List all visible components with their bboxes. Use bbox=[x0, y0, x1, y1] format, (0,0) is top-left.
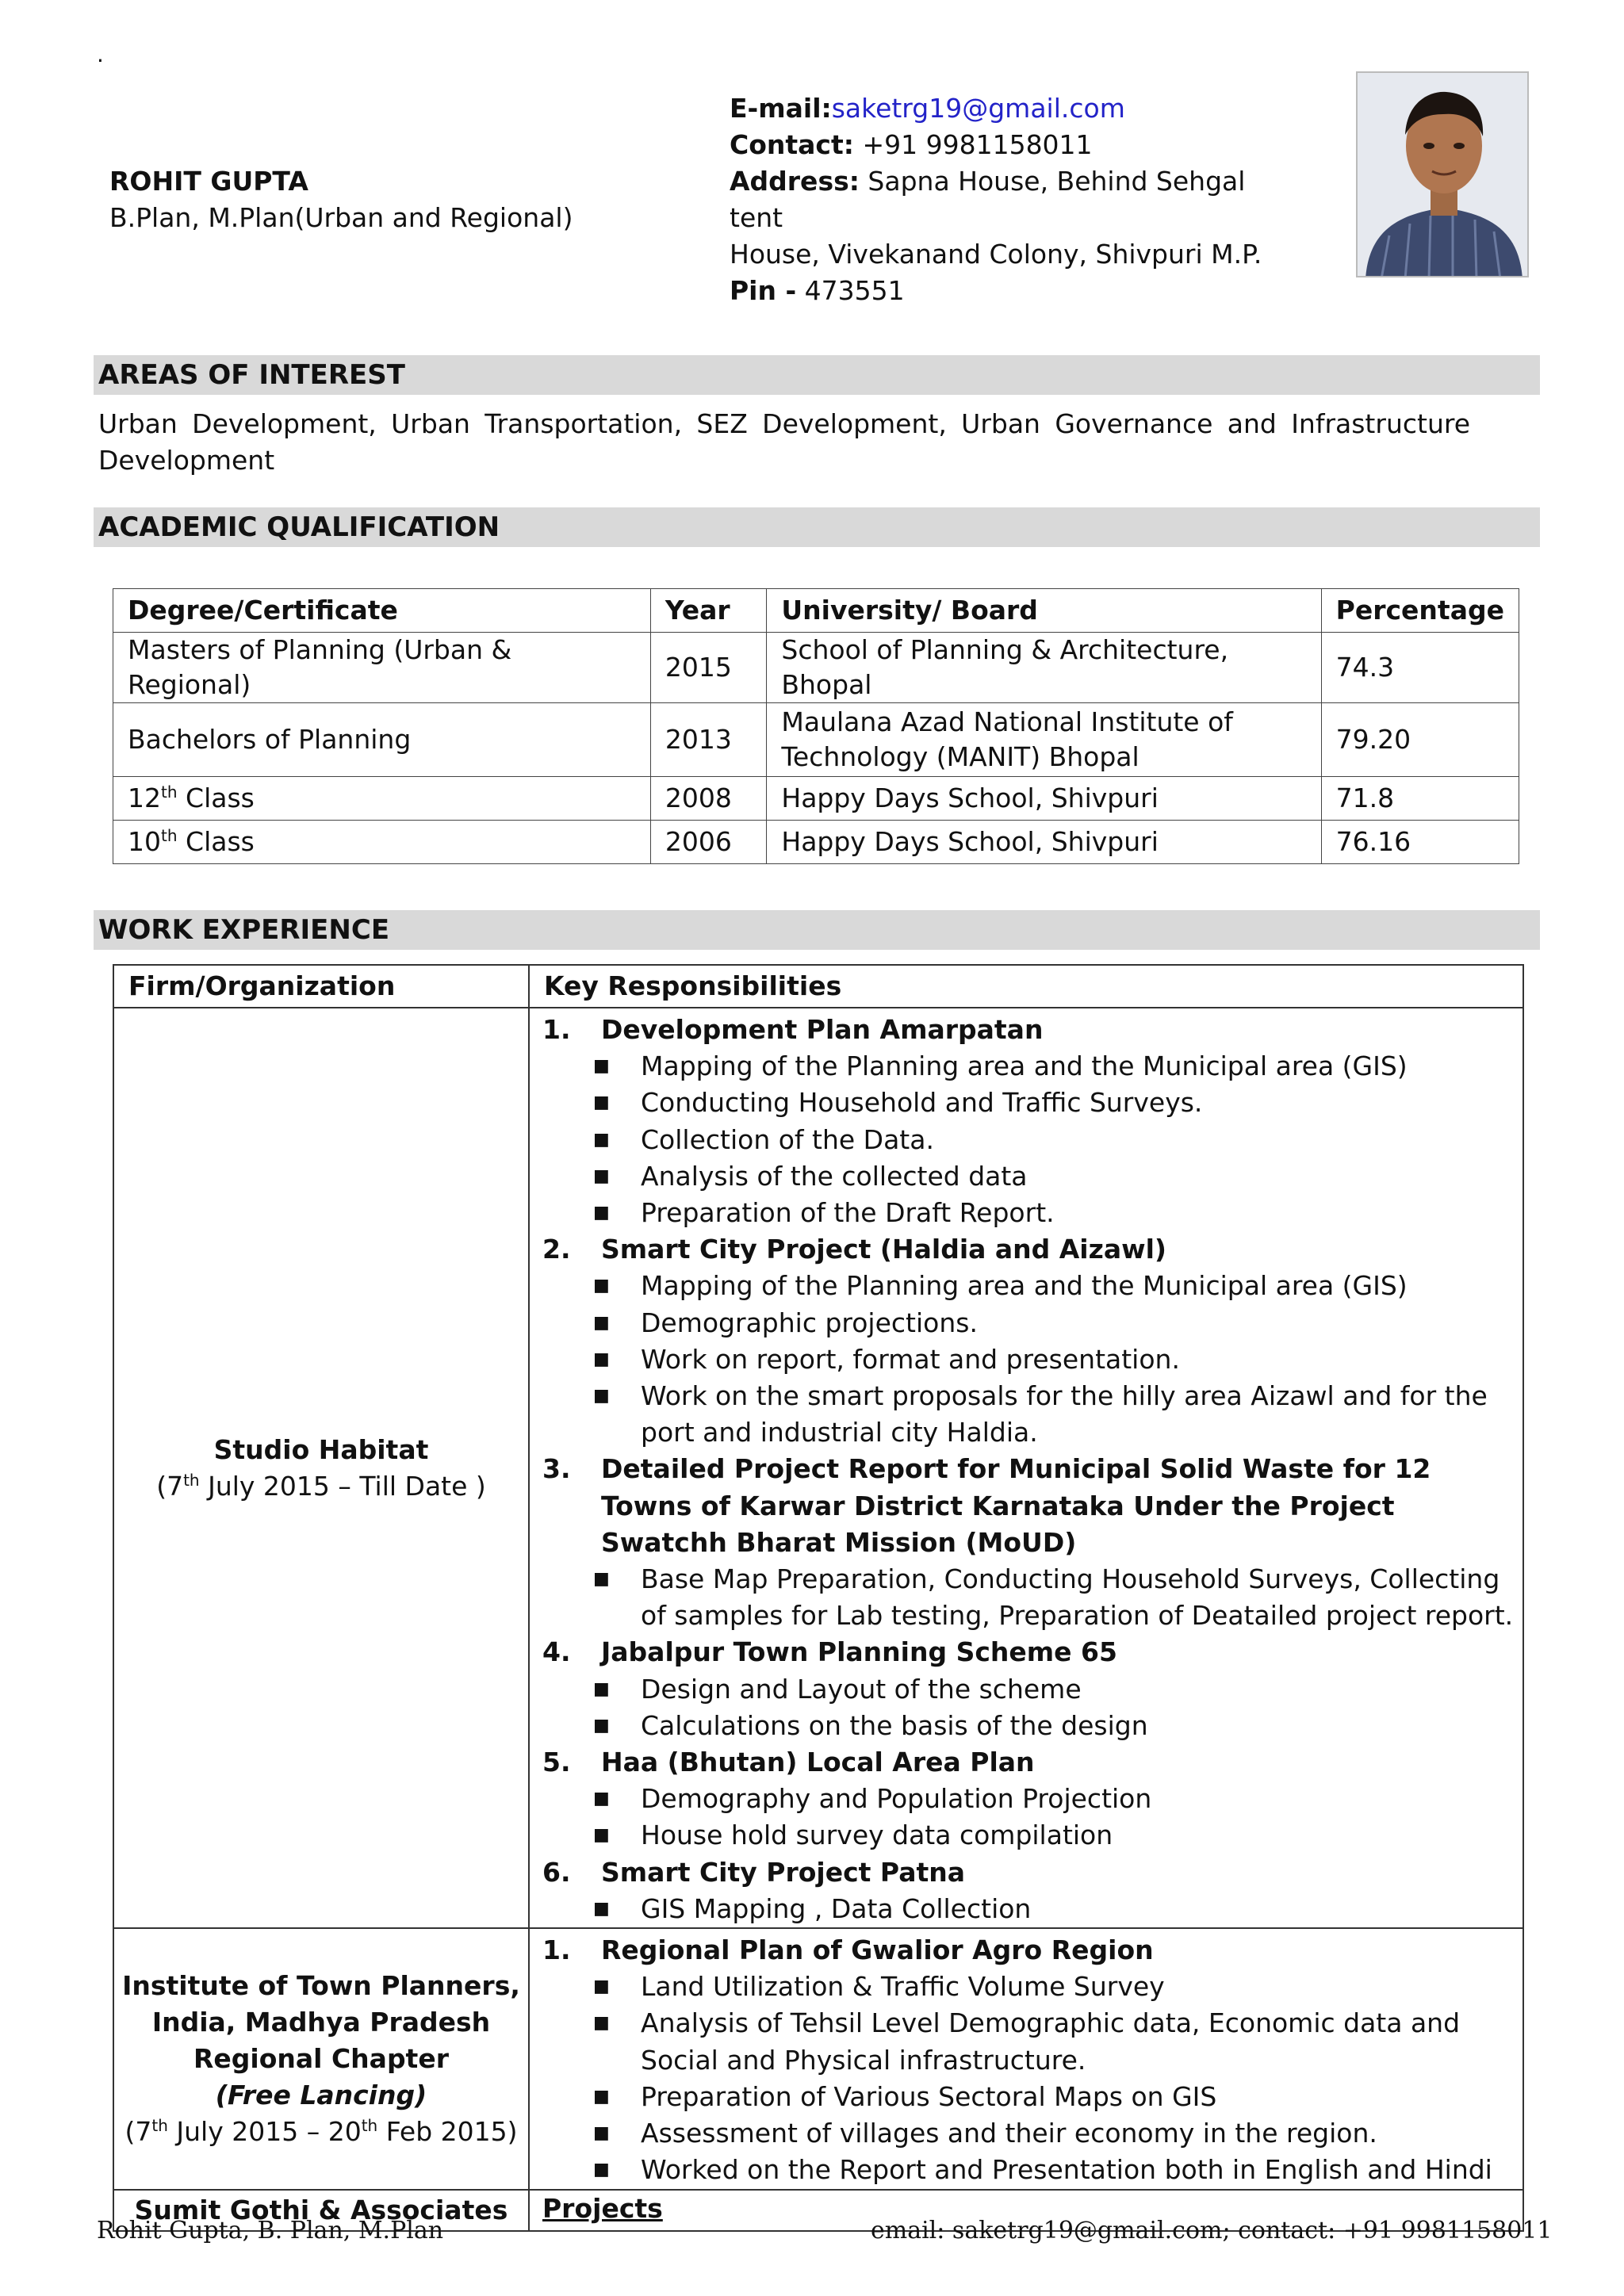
responsibility-text: Worked on the Report and Presentation both in English and Hindi bbox=[641, 2154, 1492, 2186]
pin-line bbox=[730, 273, 1300, 309]
address-label: Address: bbox=[730, 166, 860, 197]
square-bullet-icon: ■ bbox=[593, 1976, 610, 1997]
cell-year: 2013 bbox=[650, 703, 767, 777]
table-row bbox=[113, 821, 1519, 864]
section-work-experience: WORK EXPERIENCE bbox=[94, 910, 1540, 950]
cell-percentage: 79.20 bbox=[1321, 703, 1519, 777]
list-item bbox=[542, 1891, 1515, 1927]
responsibility-text: Work on the smart proposals for the hilly area Aizawl and for the port and industrial city Haldia. bbox=[641, 1380, 1488, 1448]
project-number: 3. bbox=[542, 1453, 571, 1485]
project-title bbox=[542, 1744, 1515, 1781]
list-item bbox=[542, 1561, 1515, 1634]
cell-board: Maulana Azad National Institute of Technology (MANIT) Bhopal bbox=[767, 703, 1321, 777]
list-item bbox=[542, 1671, 1515, 1708]
list-item bbox=[542, 1305, 1515, 1341]
project-name: Development Plan Amarpatan bbox=[601, 1014, 1044, 1045]
square-bullet-icon: ■ bbox=[593, 1898, 610, 1919]
pin-label: Pin - bbox=[730, 275, 797, 306]
list-item bbox=[542, 1048, 1515, 1085]
projects-label: Projects bbox=[542, 2192, 663, 2224]
project-name: Smart City Project Patna bbox=[601, 1856, 966, 1888]
firm-name-line: Regional Chapter bbox=[193, 2042, 449, 2074]
col-year: Year bbox=[650, 589, 767, 633]
stray-dot: . bbox=[97, 41, 104, 67]
col-responsibilities: Key Responsibilities bbox=[529, 965, 1523, 1008]
project-number: 2. bbox=[542, 1234, 571, 1265]
email-label: E-mail: bbox=[730, 93, 832, 124]
square-bullet-icon: ■ bbox=[593, 2160, 610, 2180]
square-bullet-icon: ■ bbox=[593, 1129, 610, 1150]
square-bullet-icon: ■ bbox=[593, 1093, 610, 1113]
project-title bbox=[542, 1451, 1515, 1561]
period-part: (7 bbox=[124, 2115, 152, 2147]
project-title bbox=[542, 1634, 1515, 1670]
cell-degree bbox=[113, 821, 651, 864]
table-row bbox=[113, 777, 1519, 821]
project-name: Haa (Bhutan) Local Area Plan bbox=[601, 1747, 1035, 1778]
degree-number: 10 bbox=[128, 826, 161, 857]
footer-left: Rohit Gupta, B. Plan, M.Plan bbox=[97, 2217, 444, 2244]
list-item bbox=[542, 1969, 1515, 2005]
candidate-name: ROHIT GUPTA bbox=[109, 166, 308, 197]
section-academic-qualification: ACADEMIC QUALIFICATION bbox=[94, 507, 1540, 547]
project-number: 6. bbox=[542, 1856, 571, 1888]
table-row bbox=[113, 633, 1519, 703]
list-item bbox=[542, 1195, 1515, 1231]
responsibilities-studio-habitat bbox=[529, 1008, 1523, 1928]
firm-period bbox=[114, 1468, 528, 1505]
address-value-1: Sapna House, Behind Sehgal tent bbox=[730, 166, 1246, 233]
cell-board: School of Planning & Architecture, Bhopal bbox=[767, 633, 1321, 703]
profile-photo bbox=[1356, 71, 1529, 277]
project-number: 1. bbox=[542, 1014, 571, 1045]
square-bullet-icon: ■ bbox=[593, 1386, 610, 1406]
degree-class: Class bbox=[177, 783, 255, 813]
firm-institute-of-town-planners bbox=[113, 1928, 529, 2189]
responsibility-text: Preparation of the Draft Report. bbox=[641, 1197, 1055, 1229]
responsibility-text: Assessment of villages and their economy in the region. bbox=[641, 2118, 1377, 2149]
period-part: Feb 2015) bbox=[377, 2115, 518, 2147]
project-name: Detailed Project Report for Municipal Solid Waste for 12 Towns of Karwar District Karnataka Under the Project Swatchh Bharat Mission (MoUD) bbox=[601, 1453, 1431, 1558]
responsibilities-institute bbox=[529, 1928, 1523, 2189]
responsibility-text: Preparation of Various Sectoral Maps on GIS bbox=[641, 2080, 1217, 2112]
project-title bbox=[542, 1231, 1515, 1268]
table-header-row bbox=[113, 965, 1523, 1008]
responsibility-text: House hold survey data compilation bbox=[641, 1820, 1113, 1851]
table-row bbox=[113, 1928, 1523, 2189]
col-percentage: Percentage bbox=[1321, 589, 1519, 633]
firm-period bbox=[114, 2114, 528, 2150]
cell-year: 2015 bbox=[650, 633, 767, 703]
responsibility-text: Demographic projections. bbox=[641, 1307, 978, 1338]
list-item bbox=[542, 1781, 1515, 1817]
cell-percentage: 76.16 bbox=[1321, 821, 1519, 864]
contact-block bbox=[730, 90, 1300, 309]
email-link[interactable]: saketrg19@gmail.com bbox=[831, 93, 1125, 124]
degree-suffix: th bbox=[161, 826, 178, 845]
square-bullet-icon: ■ bbox=[593, 1789, 610, 1809]
col-degree: Degree/Certificate bbox=[113, 589, 651, 633]
square-bullet-icon: ■ bbox=[593, 1678, 610, 1699]
contact-value: +91 9981158011 bbox=[853, 129, 1093, 160]
list-item bbox=[542, 1378, 1515, 1451]
list-item bbox=[542, 2005, 1515, 2078]
firm-engagement-type: (Free Lancing) bbox=[215, 2079, 427, 2110]
square-bullet-icon: ■ bbox=[593, 1165, 610, 1186]
address-line bbox=[730, 163, 1300, 236]
list-item bbox=[542, 2152, 1515, 2188]
firm-name-line: India, Madhya Pradesh bbox=[151, 2006, 491, 2038]
table-header-row bbox=[113, 589, 1519, 633]
firm-name-line: Institute of Town Planners, bbox=[122, 1969, 520, 2001]
degree-suffix: th bbox=[161, 783, 178, 802]
degree-class: Class bbox=[177, 826, 255, 857]
project-name: Smart City Project (Haldia and Aizawl) bbox=[601, 1234, 1166, 1265]
square-bullet-icon: ■ bbox=[593, 2013, 610, 2034]
list-item bbox=[542, 1817, 1515, 1854]
responsibility-text: Collection of the Data. bbox=[641, 1123, 934, 1155]
contact-line bbox=[730, 127, 1300, 163]
email-line bbox=[730, 90, 1300, 127]
responsibility-text: Land Utilization & Traffic Volume Survey bbox=[641, 1971, 1165, 2003]
square-bullet-icon: ■ bbox=[593, 1203, 610, 1223]
responsibility-text: Mapping of the Planning area and the Municipal area (GIS) bbox=[641, 1050, 1408, 1082]
cell-year: 2006 bbox=[650, 821, 767, 864]
cell-degree bbox=[113, 777, 651, 821]
project-number: 1. bbox=[542, 1934, 571, 1966]
period-part: July 2015 – 20 bbox=[167, 2115, 362, 2147]
square-bullet-icon: ■ bbox=[593, 1349, 610, 1369]
period-suffix: th bbox=[361, 2115, 378, 2135]
square-bullet-icon: ■ bbox=[593, 1276, 610, 1296]
firm-sumit-gothi: Sumit Gothi & Associates bbox=[113, 2190, 529, 2231]
project-number: 4. bbox=[542, 1636, 571, 1668]
list-item bbox=[542, 1085, 1515, 1121]
section-areas-of-interest: AREAS OF INTEREST bbox=[94, 355, 1540, 395]
work-table bbox=[113, 964, 1524, 2232]
cell-year: 2008 bbox=[650, 777, 767, 821]
footer-right: email: saketrg19@gmail.com; contact: +91 9981158011 bbox=[871, 2217, 1553, 2244]
square-bullet-icon: ■ bbox=[593, 1312, 610, 1333]
period-suffix: th bbox=[183, 1470, 200, 1490]
cell-board: Happy Days School, Shivpuri bbox=[767, 777, 1321, 821]
cell-percentage: 74.3 bbox=[1321, 633, 1519, 703]
responsibility-text: Calculations on the basis of the design bbox=[641, 1709, 1148, 1741]
responsibility-text: Analysis of the collected data bbox=[641, 1160, 1028, 1192]
list-item bbox=[542, 2115, 1515, 2152]
square-bullet-icon: ■ bbox=[593, 1825, 610, 1846]
list-item bbox=[542, 1122, 1515, 1158]
list-item bbox=[542, 1708, 1515, 1744]
square-bullet-icon: ■ bbox=[593, 2123, 610, 2144]
project-title bbox=[542, 1932, 1515, 1969]
responsibility-text: Analysis of Tehsil Level Demographic data, Economic data and Social and Physical infrastructure. bbox=[641, 2007, 1461, 2076]
interest-text: Urban Development, Urban Transportation, SEZ Development, Urban Governance and Infrastructure Development bbox=[98, 408, 1470, 476]
responsibility-text: Work on report, format and presentation. bbox=[641, 1343, 1180, 1375]
project-title bbox=[542, 1854, 1515, 1891]
responsibility-text: Conducting Household and Traffic Surveys. bbox=[641, 1087, 1203, 1119]
responsibility-text: Demography and Population Projection bbox=[641, 1783, 1152, 1815]
responsibility-text: Mapping of the Planning area and the Municipal area (GIS) bbox=[641, 1270, 1408, 1302]
contact-label: Contact: bbox=[730, 129, 854, 160]
col-board: University/ Board bbox=[767, 589, 1321, 633]
firm-studio-habitat bbox=[113, 1008, 529, 1928]
cell-board: Happy Days School, Shivpuri bbox=[767, 821, 1321, 864]
degree-number: 12 bbox=[128, 783, 161, 813]
cell-degree: Bachelors of Planning bbox=[113, 703, 651, 777]
responsibility-text: GIS Mapping , Data Collection bbox=[641, 1892, 1032, 1924]
project-name: Regional Plan of Gwalior Agro Region bbox=[601, 1934, 1154, 1966]
square-bullet-icon: ■ bbox=[593, 2086, 610, 2107]
period-end: July 2015 – Till Date ) bbox=[199, 1470, 486, 1502]
list-item bbox=[542, 1158, 1515, 1195]
list-item bbox=[542, 2079, 1515, 2115]
responsibility-text: Base Map Preparation, Conducting Household Surveys, Collecting of samples for Lab testing, Preparation of Deatailed project report. bbox=[641, 1563, 1514, 1632]
period-suffix: th bbox=[151, 2115, 168, 2135]
cell-percentage: 71.8 bbox=[1321, 777, 1519, 821]
address-line-2: House, Vivekanand Colony, Shivpuri M.P. bbox=[730, 239, 1262, 270]
square-bullet-icon: ■ bbox=[593, 1056, 610, 1077]
pin-value: 473551 bbox=[796, 275, 905, 306]
table-row bbox=[113, 703, 1519, 777]
cell-degree: Masters of Planning (Urban & Regional) bbox=[113, 633, 651, 703]
period-start: (7 bbox=[156, 1470, 184, 1502]
project-number: 5. bbox=[542, 1747, 571, 1778]
list-item bbox=[542, 1341, 1515, 1378]
firm-name: Studio Habitat bbox=[213, 1433, 429, 1465]
col-firm: Firm/Organization bbox=[113, 965, 529, 1008]
candidate-degrees: B.Plan, M.Plan(Urban and Regional) bbox=[109, 202, 573, 233]
project-name: Jabalpur Town Planning Scheme 65 bbox=[601, 1636, 1117, 1668]
list-item bbox=[542, 1268, 1515, 1304]
square-bullet-icon: ■ bbox=[593, 1569, 610, 1590]
project-title bbox=[542, 1012, 1515, 1048]
table-row bbox=[113, 1008, 1523, 1928]
square-bullet-icon: ■ bbox=[593, 1715, 610, 1735]
person-portrait-icon bbox=[1358, 73, 1529, 277]
responsibility-text: Design and Layout of the scheme bbox=[641, 1673, 1082, 1705]
academic-table bbox=[113, 588, 1519, 864]
